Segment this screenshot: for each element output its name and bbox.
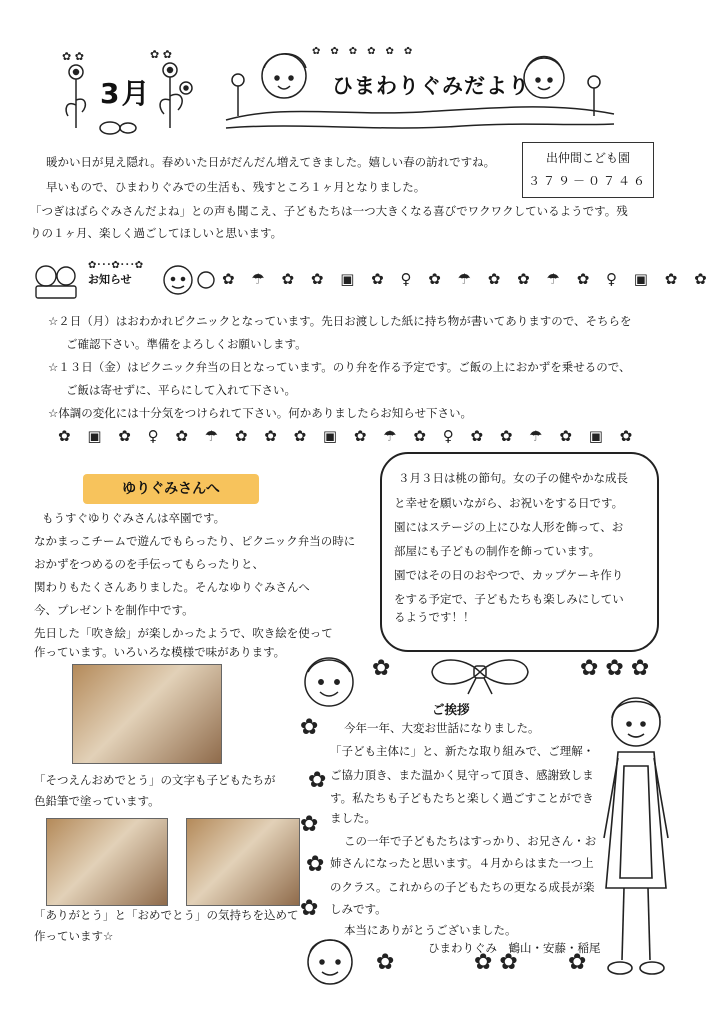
notice-label: お知らせ (88, 273, 132, 286)
flower-icon: ✿ (308, 768, 327, 793)
photo-caption: 「そつえんおめでとう」の文字も子どもたちが (34, 773, 276, 787)
month-title: 3月 (100, 77, 152, 110)
yuri-section-label: ゆりぐみさんへ (83, 474, 259, 504)
photo-children-coloring (46, 818, 168, 906)
flower-icon-row: ✿ ▣ ✿ ♀ ✿ ☂ ✿ ✿ ✿ ▣ ✿ ☂ ✿ ♀ ✿ ✿ ☂ ✿ ▣ ✿ (58, 427, 639, 445)
hinamatsuri-line: 園にはステージの上にひな人形を飾って、お (394, 520, 624, 534)
intro-line: りの１ヶ月、楽しく過ごしてほしいと思います。 (30, 226, 283, 240)
address-box (522, 142, 654, 198)
newsletter-title: ひまわりぐみだより (332, 74, 530, 98)
greeting-line: ました。 (330, 811, 376, 825)
child-face-icon (296, 652, 362, 710)
hinamatsuri-line: 園ではその日のおやつで、カップケーキ作り (394, 568, 624, 582)
greeting-line: しみです。 (330, 902, 387, 916)
notice-line: ☆２日（月）はおわかれピクニックとなっています。先日お渡しした紙に持ち物が書いてありますので、そちらを (48, 314, 632, 328)
intro-line: 「つぎはばらぐみさんだよね」との声も聞こえ、子どもたちは一つ大きくなる喜びでワクワクしているようです。残 (30, 204, 628, 218)
yuri-line: 先日した「吹き絵」が楽しかったようで、吹き絵を使って (34, 626, 333, 640)
greeting-line: 今年一年、大変お世話になりました。 (344, 721, 540, 735)
svg-text:✿ ✿ ✿ ✿ ✿ ✿: ✿ ✿ ✿ ✿ ✿ ✿ (312, 46, 413, 57)
flower-icon-row: ✿ ☂ ✿ ✿ ▣ ✿ ♀ ✿ ☂ ✿ ✿ ☂ ✿ ♀ ▣ ✿ ✿ (222, 270, 713, 288)
yuri-line: 作っています。いろいろな模様で味があります。 (34, 645, 286, 659)
greeting-line: ご協力頂き、また温かく見守って頂き、感謝致しま (330, 768, 594, 782)
school-phone: ３７９－０７４６ (527, 174, 648, 188)
notice-line: ご飯は寄せずに、平らにして入れて下さい。 (66, 383, 296, 397)
flower-icon: ✿ (300, 896, 319, 921)
flower-icon: ✿ (300, 715, 319, 740)
yuri-line: なかまっこチームで遊んでもらったり、ピクニック弁当の時に (34, 534, 356, 548)
photo-caption: 「ありがとう」と「おめでとう」の気持ちを込めて (34, 908, 299, 922)
photo-caption: 作っています☆ (34, 929, 114, 943)
ribbon-bow-icon (424, 652, 536, 696)
notice-line: ご確認下さい。準備をよろしくお願いします。 (66, 337, 307, 351)
intro-line: 早いもので、ひまわりぐみでの生活も、残すところ１ヶ月となりました。 (46, 180, 426, 194)
yuri-line: 関わりもたくさんありました。そんなゆりぐみさんへ (34, 580, 310, 594)
school-name: 出仲間こども園 (545, 151, 630, 165)
yuri-line: おかずをつめるのを手伝ってもらったりと、 (34, 557, 264, 571)
notice-line: ☆１３日（金）はピクニック弁当の日となっています。のり弁を作る予定です。ご飯の上におかずを乗せるので、 (48, 360, 631, 374)
teacher-illustration (600, 688, 672, 984)
intro-line: 暖かい日が見え隠れ。春めいた日がだんだん増えてきました。嬉しい春の訪れですね。 (46, 155, 496, 169)
svg-text:✿ ✿: ✿ ✿ (62, 50, 84, 63)
greeting-title: ご挨拶 (432, 702, 470, 717)
hinamatsuri-line: るようです！！ (394, 610, 475, 624)
yuri-line: もうすぐゆりぐみさんは卒園です。 (42, 511, 226, 525)
notice-line: ☆体調の変化には十分気をつけられて下さい。何かありましたらお知らせ下さい。 (48, 406, 472, 420)
greeting-line: 本当にありがとうございました。 (344, 923, 517, 937)
hinamatsuri-line: ３月３日は桃の節句。女の子の健やかな成長 (398, 471, 628, 485)
greeting-line: 姉さんになったと思います。４月からはまた一つ上 (330, 856, 594, 870)
photo-children-blow-painting (72, 664, 222, 764)
greeting-line: のクラス。これからの子どもたちの更なる成長が楽 (330, 880, 595, 894)
flower-icon: ✿ (300, 812, 319, 837)
photo-caption: 色鉛筆で塗っています。 (34, 794, 160, 808)
flower-icon: ✿ ✿ (474, 950, 518, 975)
flower-icon: ✿ (568, 950, 587, 975)
flower-icon: ✿ ✿ ✿ (580, 656, 650, 681)
flower-icon: ✿ (376, 950, 395, 975)
svg-text:✿･･･✿･･･✿: ✿･･･✿･･･✿ (88, 260, 144, 271)
hinamatsuri-line: をする予定で、子どもたちも楽しみにしてい (394, 592, 624, 606)
greeting-signature: ひまわりぐみ 鶴山・安藤・稲尾 (428, 941, 601, 955)
hinamatsuri-line: 部屋にも子どもの制作を飾っています。 (394, 544, 601, 558)
greeting-line: 「子ども主体に」と、新たな取り組みで、ご理解・ (330, 744, 595, 758)
photo-children-crafting (186, 818, 300, 906)
flower-icon: ✿ (306, 852, 325, 877)
greeting-line: この一年で子どもたちはすっかり、お兄さん・お (344, 834, 597, 848)
child-face-icon (298, 930, 362, 990)
flower-icon: ✿ (372, 656, 391, 681)
svg-text:✿ ✿: ✿ ✿ (150, 50, 172, 61)
greeting-line: す。私たちも子どもたちと楽しく過ごすことができ (330, 791, 594, 805)
hinamatsuri-line: と幸せを願いながら、お祝いをする日です。 (394, 496, 624, 510)
yuri-line: 今、プレゼントを制作中です。 (34, 603, 194, 617)
